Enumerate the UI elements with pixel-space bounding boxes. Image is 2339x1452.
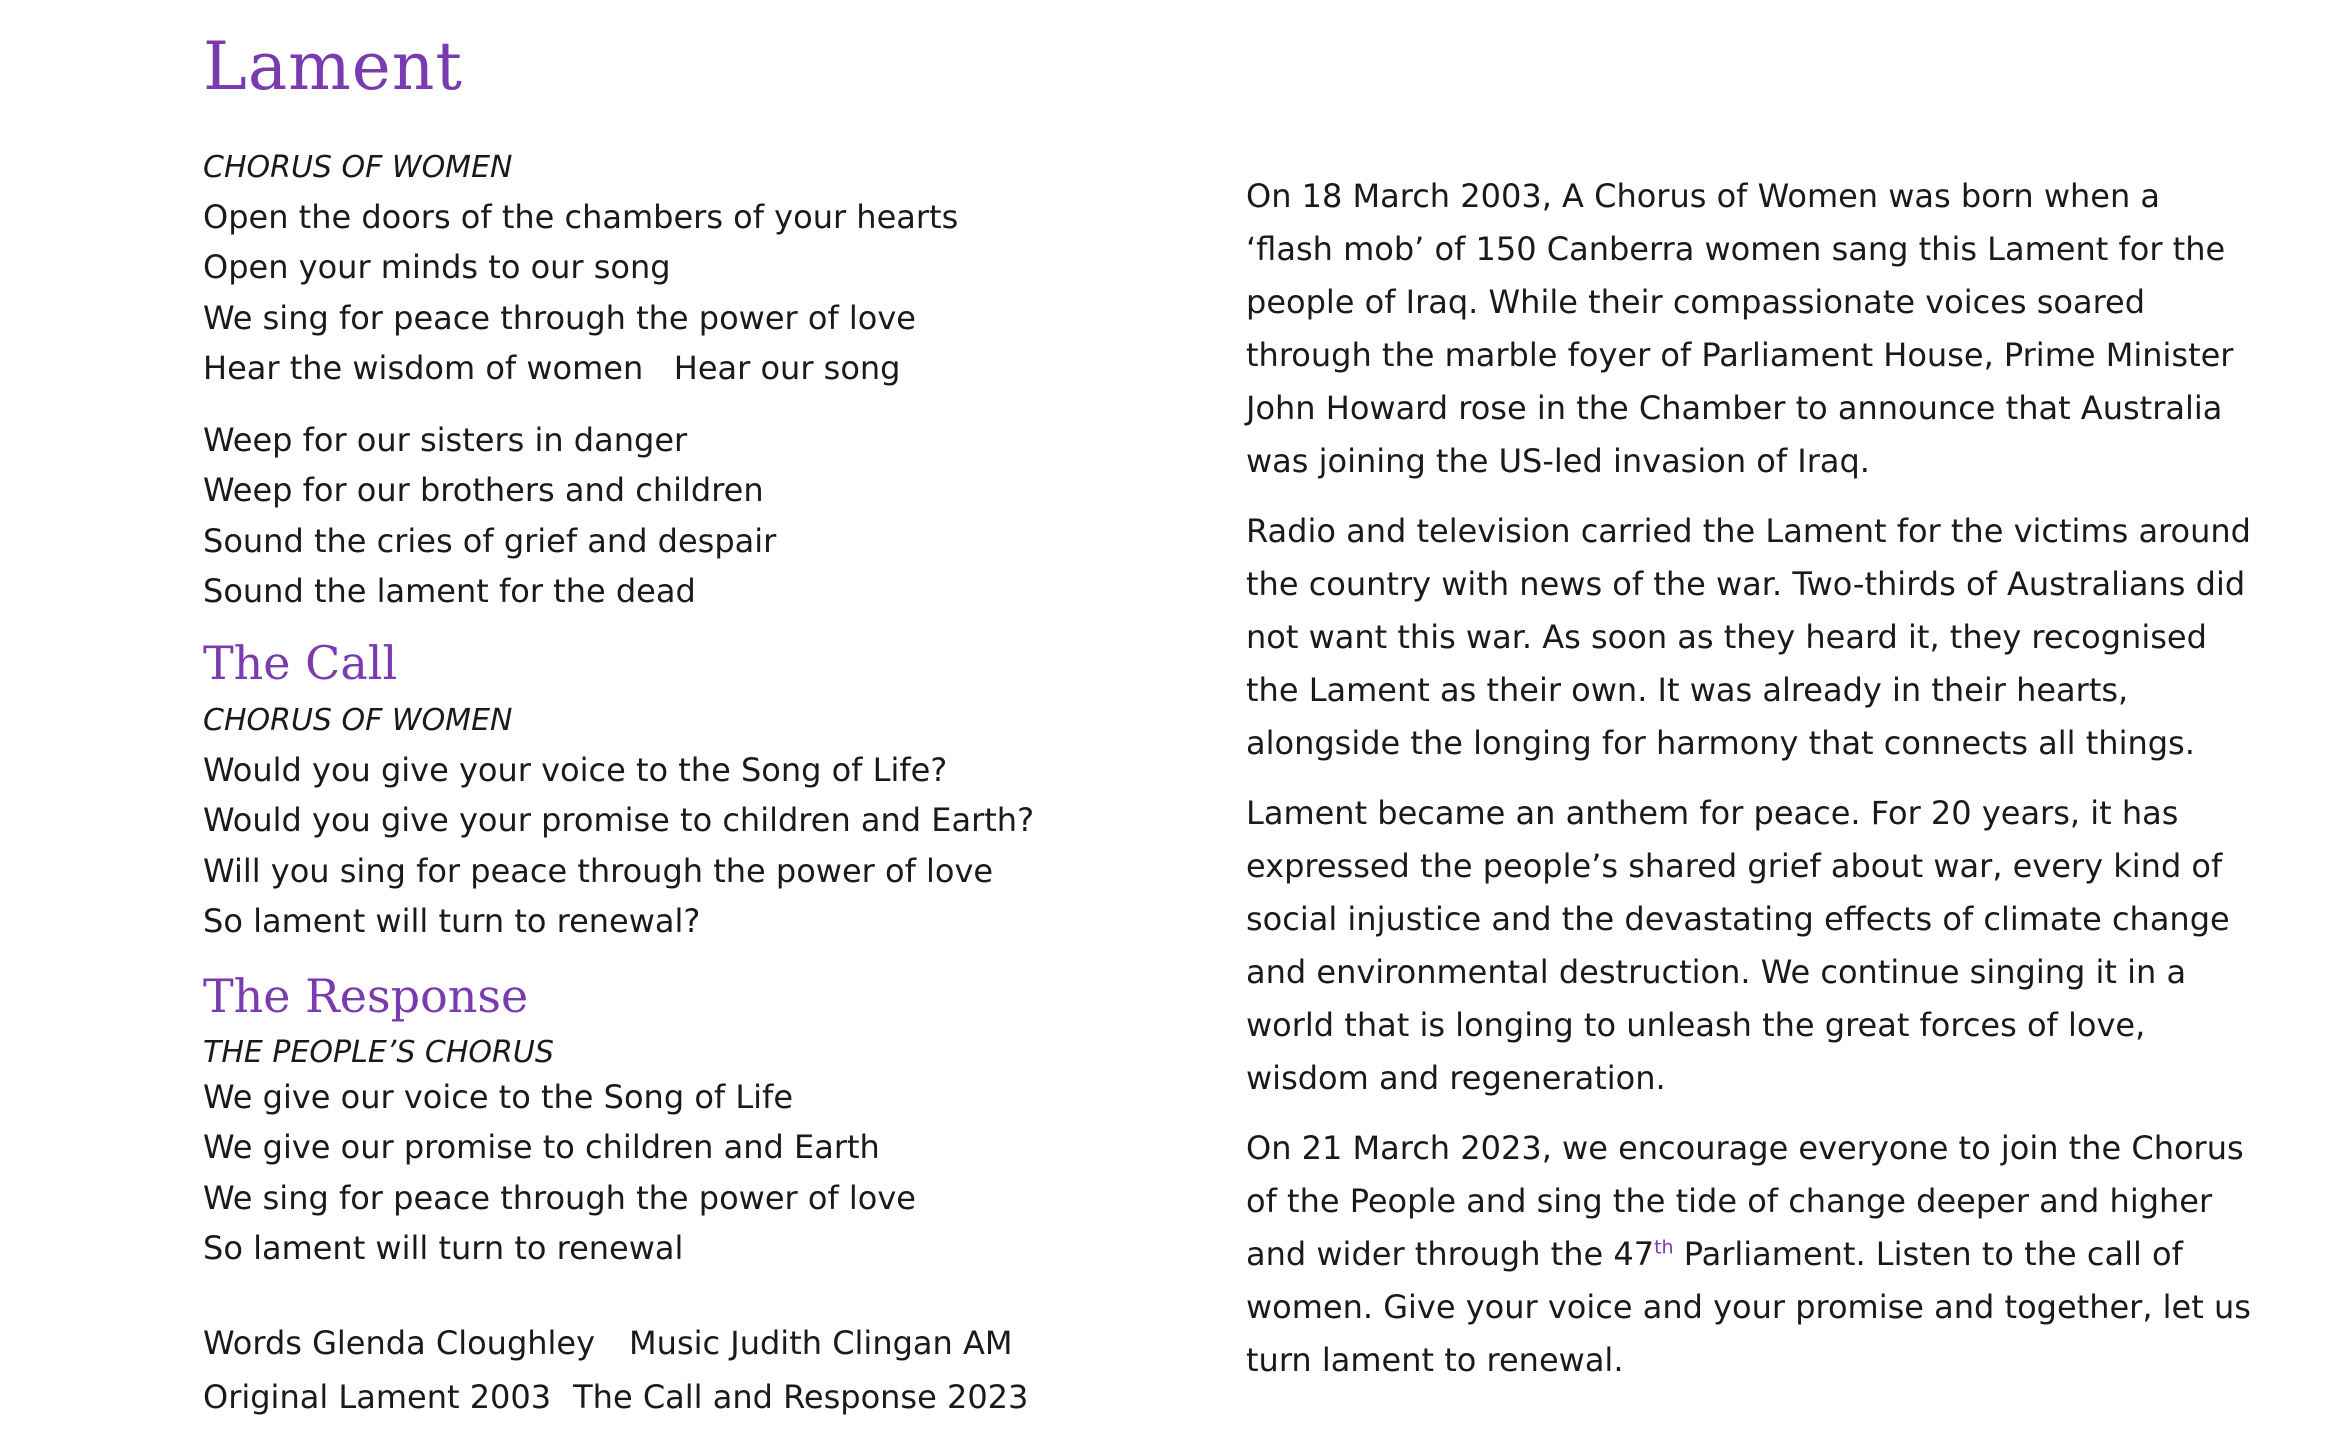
ordinal-suffix: th — [1654, 1236, 1674, 1259]
credit-music: Music Judith Clingan AM — [629, 1324, 1013, 1362]
call-line: Would you give your promise to children and Earth? — [203, 801, 1035, 839]
response-title: The Response — [203, 969, 529, 1023]
call-line: Would you give your voice to the Song of Life? — [203, 751, 948, 789]
lament-line: Weep for our brothers and children — [203, 471, 764, 509]
history-paragraph-1: On 18 March 2003, A Chorus of Women was born when a ‘flash mob’ of 150 Canberra women sang this Lament for the people of Iraq. While their compassionate voices soared through the marble foyer of Parliament House, Prime Minister John Howard rose in the Chamber to announce that Australia was joining the US-led invasion of Iraq. — [1246, 177, 2234, 480]
call-line: So lament will turn to renewal? — [203, 902, 701, 940]
lament-line: Open your minds to our song — [203, 248, 671, 286]
response-line: We give our voice to the Song of Life — [203, 1078, 793, 1116]
credit-words: Words Glenda Cloughley — [203, 1324, 596, 1362]
credit-original: Original Lament 2003 — [203, 1378, 552, 1416]
history-paragraph-4 — [1246, 1122, 2256, 1387]
history-column — [1246, 170, 2256, 1404]
paragraph-4-text-end: Parliament. Listen to the call of women. Give your voice and your promise and together, let us turn lament to renewal. — [1246, 1235, 2251, 1379]
lament-line: Hear the wisdom of women Hear our song — [203, 349, 901, 387]
call-title: The Call — [203, 636, 398, 690]
credit-call-response: The Call and Response 2023 — [573, 1378, 1029, 1416]
lament-line: Sound the cries of grief and despair — [203, 522, 777, 560]
lament-line: Open the doors of the chambers of your hearts — [203, 198, 959, 236]
response-line: So lament will turn to renewal — [203, 1229, 684, 1267]
response-chorus-label: THE PEOPLE’S CHORUS — [203, 1035, 554, 1070]
lament-line: Sound the lament for the dead — [203, 572, 696, 610]
lament-chorus-label: CHORUS OF WOMEN — [203, 150, 513, 185]
history-paragraph-2: Radio and television carried the Lament for the victims around the country with news of the war. Two-thirds of Australians did not want this war. As soon as they heard it, they recognised the Lament as their own. It was already in their hearts, alongside the longing for harmony that connects all things. — [1246, 512, 2251, 762]
page-title: Lament — [203, 28, 463, 105]
lament-line: We sing for peace through the power of love — [203, 299, 916, 337]
response-line: We sing for peace through the power of love — [203, 1179, 916, 1217]
call-chorus-label: CHORUS OF WOMEN — [203, 703, 513, 738]
history-paragraph-3: Lament became an anthem for peace. For 20 years, it has expressed the people’s shared grief about war, every kind of social injustice and the devastating effects of climate change and environmental destruction. We continue singing it in a world that is longing to unleash the great forces of love, wisdom and regeneration. — [1246, 794, 2230, 1097]
lament-line: Weep for our sisters in danger — [203, 421, 688, 459]
call-line: Will you sing for peace through the power of love — [203, 852, 994, 890]
paragraph-4-text-start: On 21 March 2023, we encourage everyone to join the Chorus of the People and sing the tide of change deeper and higher and wider through the 47 — [1246, 1129, 2244, 1273]
response-line: We give our promise to children and Earth — [203, 1128, 880, 1166]
credits-dates — [203, 1378, 1028, 1416]
credits-authors — [203, 1324, 1012, 1362]
